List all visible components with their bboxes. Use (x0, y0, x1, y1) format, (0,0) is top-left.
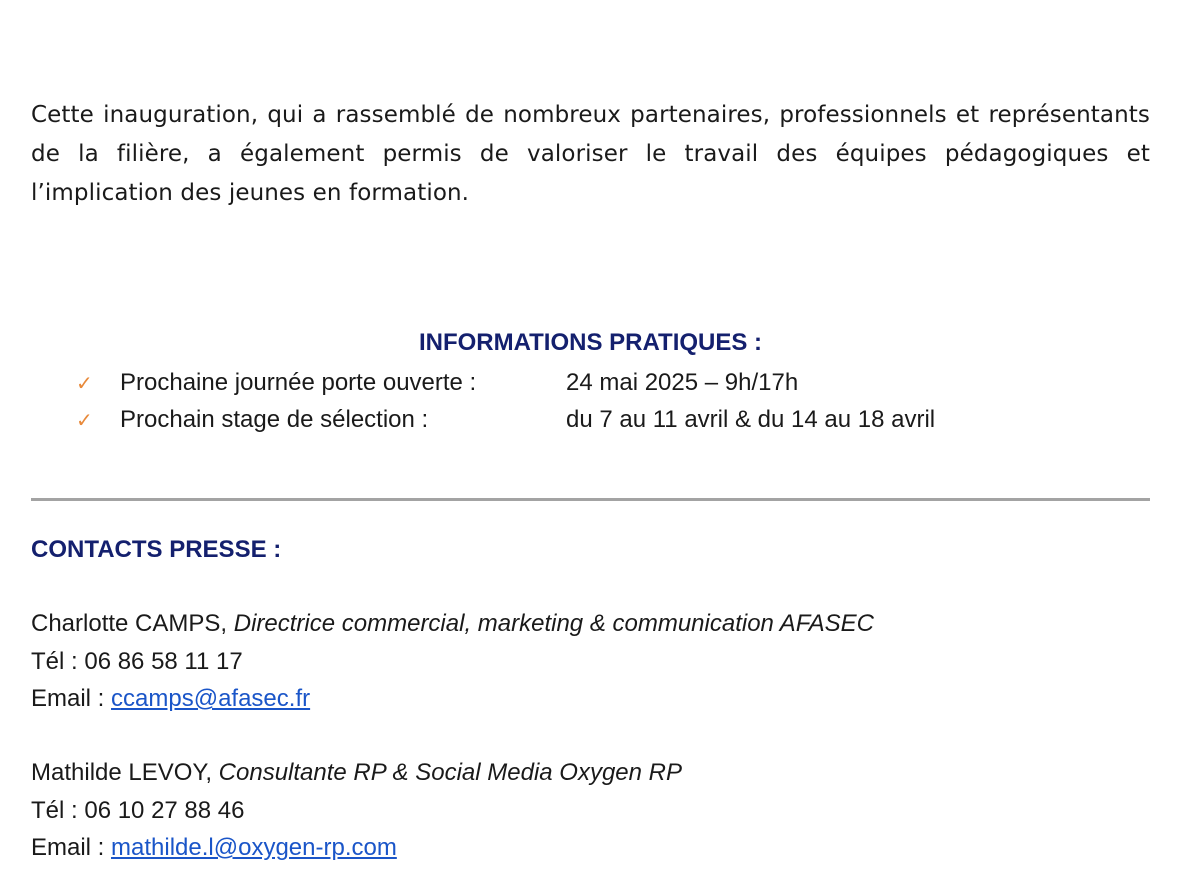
info-value-porte-ouverte: 24 mai 2025 – 9h/17h (566, 369, 799, 396)
contact-email-line (31, 829, 1150, 867)
checkmark-icon: ✓ (76, 371, 93, 395)
email-link-camps[interactable]: ccamps@afasec.fr (111, 685, 311, 712)
info-label-stage-selection: Prochain stage de sélection : (120, 406, 429, 433)
info-label-porte-ouverte: Prochaine journée porte ouverte : (120, 369, 477, 396)
section-divider (31, 498, 1150, 501)
contact-phone: 06 10 27 88 46 (84, 796, 245, 824)
document-page (31, 0, 1150, 873)
contact-role: Directrice commercial, marketing & communication AFASEC (233, 610, 874, 637)
contact-name: Mathilde LEVOY, (31, 759, 212, 786)
contact-tel-line (31, 792, 1150, 830)
informations-pratiques-heading: INFORMATIONS PRATIQUES : (418, 329, 763, 356)
contact-phone: 06 86 58 11 17 (84, 647, 243, 675)
contact-name-line (31, 754, 1150, 792)
email-label: Email : (31, 685, 112, 712)
email-link-levoy[interactable]: mathilde.l@oxygen-rp.com (111, 834, 397, 861)
informations-list (31, 366, 1150, 440)
contact-name: Charlotte CAMPS, (31, 610, 228, 637)
info-value-stage-selection: du 7 au 11 avril & du 14 au 18 avril (566, 406, 936, 433)
contact-role: Consultante RP & Social Media Oxygen RP (218, 759, 683, 786)
contact-name-line (31, 605, 1150, 643)
email-label: Email : (31, 834, 112, 861)
list-item (31, 403, 1150, 440)
tel-label: Tél : (31, 796, 85, 824)
contact-block-levoy (31, 754, 1150, 867)
intro-paragraph: Cette inauguration, qui a rassemblé de nombreux partenaires, professionnels et représentants de la filière, a également permis de valoriser le travail des équipes pédagogiques et l’implication des jeunes en formation. (31, 102, 1150, 206)
contact-tel-line (31, 643, 1150, 681)
contacts-presse-heading: CONTACTS PRESSE : (31, 536, 282, 563)
checkmark-icon: ✓ (76, 408, 93, 432)
tel-label: Tél : (31, 647, 85, 675)
contact-block-camps (31, 605, 1150, 718)
contact-email-line (31, 680, 1150, 718)
list-item (31, 366, 1150, 403)
